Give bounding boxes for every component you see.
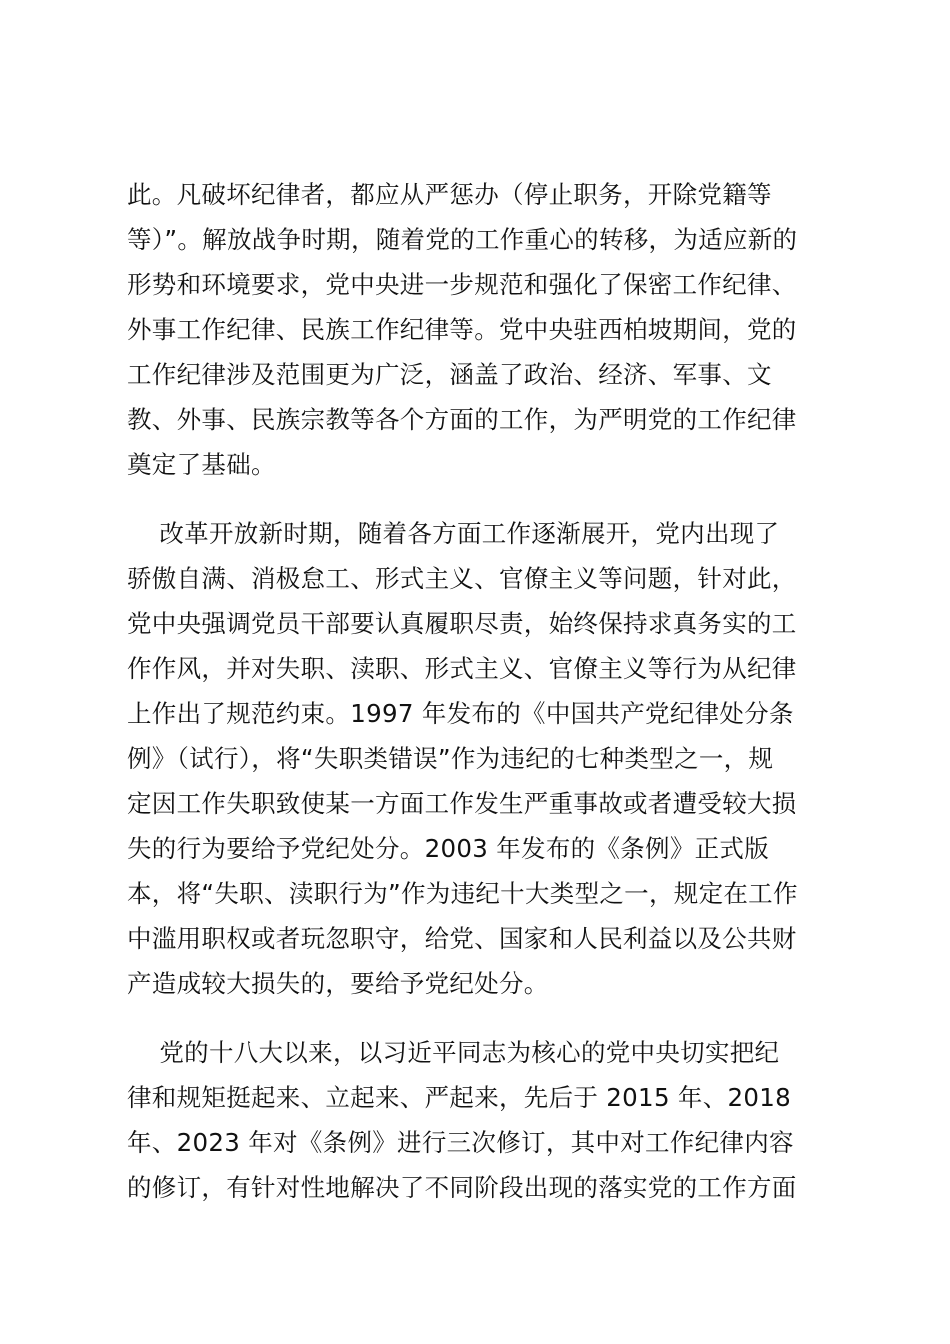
text-line: 中滥用职权或者玩忽职守，给党、国家和人民利益以及公共财 [127,924,797,953]
text-line: 律和规矩挺起来、立起来、严起来，先后于 2015 年、2018 [127,1083,792,1112]
text-line: 作作风，并对失职、渎职、形式主义、官僚主义等行为从纪律 [127,654,797,683]
text-line: 改革开放新时期，随着各方面工作逐渐展开，党内出现了 [127,519,780,548]
text-line: 教、外事、民族宗教等各个方面的工作，为严明党的工作纪律 [127,405,797,434]
text-line: 此。凡破坏纪律者，都应从严惩办（停止职务，开除党籍等 [127,180,772,209]
text-line: 骄傲自满、消极怠工、形式主义、官僚主义等问题，针对此， [127,564,797,593]
paragraph-1 [127,172,833,487]
paragraph-2 [127,511,833,1006]
text-line: 年、2023 年对《条例》进行三次修订，其中对工作纪律内容 [127,1128,794,1157]
text-line: 等）”。解放战争时期，随着党的工作重心的转移，为适应新的 [127,225,798,254]
text-line: 上作出了规范约束。1997 年发布的《中国共产党纪律处分条 [127,699,794,728]
text-line: 产造成较大损失的，要给予党纪处分。 [127,969,549,998]
text-line: 工作纪律涉及范围更为广泛，涵盖了政治、经济、军事、文 [127,360,772,389]
text-line: 形势和环境要求，党中央进一步规范和强化了保密工作纪律、 [127,270,797,299]
document-body [127,172,833,1210]
text-line: 失的行为要给予党纪处分。2003 年发布的《条例》正式版 [127,834,770,863]
text-line: 的修订，有针对性地解决了不同阶段出现的落实党的工作方面 [127,1173,797,1202]
text-line: 例》（试行），将“失职类错误”作为违纪的七种类型之一，规 [127,744,774,773]
text-line: 本，将“失职、渎职行为”作为违纪十大类型之一，规定在工作 [127,879,798,908]
text-line: 奠定了基础。 [127,450,276,479]
text-line: 外事工作纪律、民族工作纪律等。党中央驻西柏坡期间，党的 [127,315,797,344]
paragraph-3 [127,1030,833,1210]
text-line: 党中央强调党员干部要认真履职尽责，始终保持求真务实的工 [127,609,797,638]
text-line: 定因工作失职致使某一方面工作发生严重事故或者遭受较大损 [127,789,797,818]
text-line: 党的十八大以来，以习近平同志为核心的党中央切实把纪 [127,1038,780,1067]
